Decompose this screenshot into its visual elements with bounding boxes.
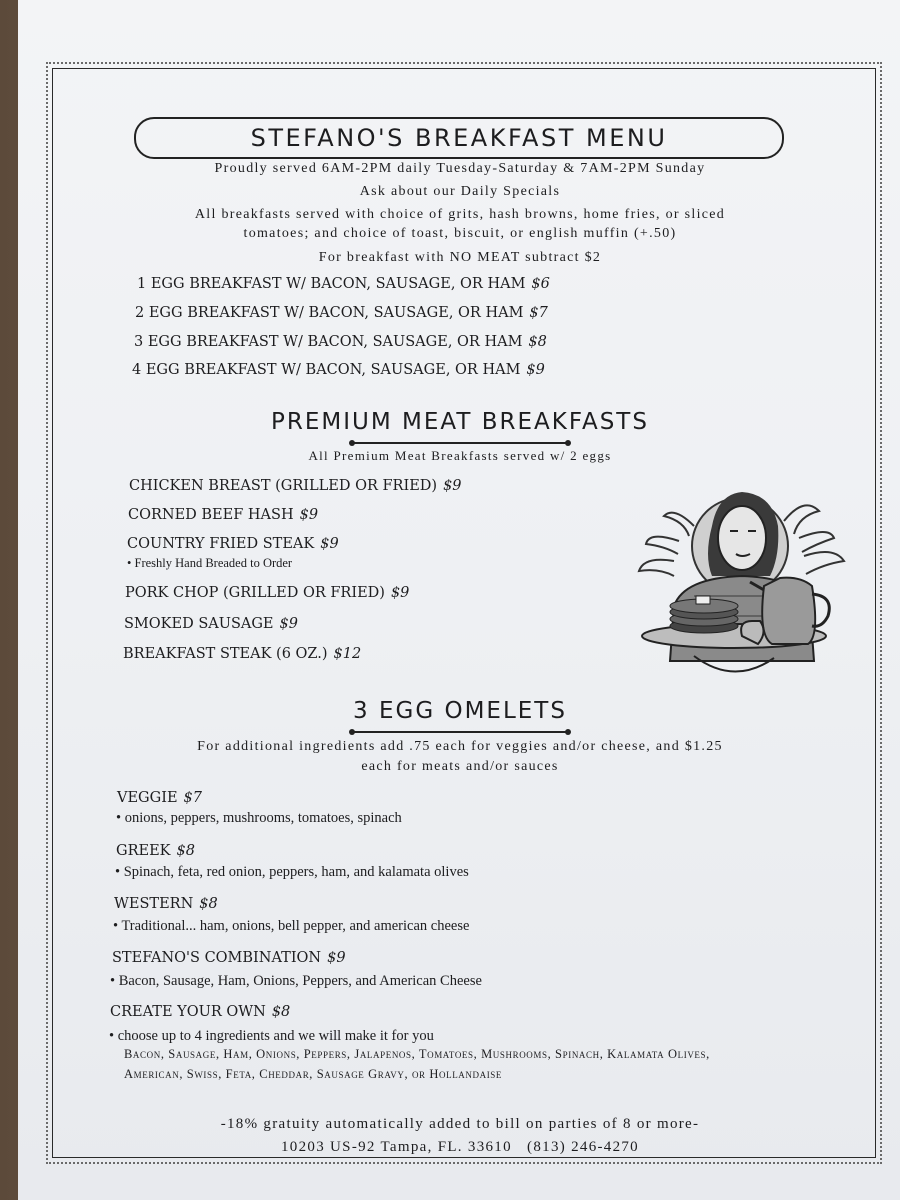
premium-divider [352, 442, 568, 444]
hours-line: Proudly served 6AM-2PM daily Tuesday-Saturday & 7AM-2PM Sunday [214, 161, 706, 176]
omelet-item [114, 896, 218, 912]
item-desc: • Spinach, feta, red onion, peppers, ham, and kalamata olives [115, 864, 469, 880]
gratuity-note: -18% gratuity automatically added to bill on parties of 8 or more- [220, 1116, 700, 1132]
item-name: COUNTRY FRIED STEAK [127, 536, 315, 552]
item-price: $12 [333, 646, 362, 662]
omelets-note-2: each for meats and/or sauces [361, 759, 559, 774]
omelet-item [112, 950, 346, 966]
item-desc: • onions, peppers, mushrooms, tomatoes, spinach [116, 810, 402, 826]
item-name: 2 EGG BREAKFAST W/ BACON, SAUSAGE, OR HAM [135, 305, 524, 321]
item-name: STEFANO'S COMBINATION [112, 950, 322, 966]
item-name: 4 EGG BREAKFAST W/ BACON, SAUSAGE, OR HAM [132, 362, 521, 378]
no-meat-line: For breakfast with NO MEAT subtract $2 [318, 250, 602, 265]
egg-breakfast-item [134, 334, 547, 350]
address-line: 10203 US-92 Tampa, FL. 33610 (813) 246-4270 [281, 1139, 639, 1155]
item-name: GREEK [116, 843, 171, 859]
item-price: $9 [390, 585, 410, 601]
item-name: 1 EGG BREAKFAST W/ BACON, SAUSAGE, OR HAM [137, 276, 526, 292]
omelet-item [110, 1004, 290, 1020]
item-name: CHICKEN BREAST (GRILLED OR FRIED) [129, 478, 438, 494]
item-note: • Freshly Hand Breaded to Order [127, 556, 293, 570]
omelet-item [117, 790, 202, 806]
sides-line-1: All breakfasts served with choice of grits, hash browns, home fries, or sliced [194, 207, 726, 222]
item-desc: • Bacon, Sausage, Ham, Onions, Peppers, and American Cheese [110, 973, 482, 989]
item-price: $8 [199, 896, 218, 912]
premium-subtitle: All Premium Meat Breakfasts served w/ 2 eggs [308, 448, 612, 463]
title-banner [134, 117, 784, 159]
egg-breakfast-item [137, 276, 550, 292]
menu-title: STEFANO'S BREAKFAST MENU [250, 124, 668, 152]
item-name: WESTERN [114, 896, 194, 912]
premium-item [129, 478, 462, 494]
item-name: 3 EGG BREAKFAST W/ BACON, SAUSAGE, OR HAM [134, 334, 523, 350]
item-price: $6 [531, 276, 550, 292]
item-price: $9 [320, 536, 339, 552]
item-price: $7 [529, 305, 548, 321]
ingredients-line-1: Bacon, Sausage, Ham, Onions, Peppers, Jalapenos, Tomatoes, Mushrooms, Spinach, Kalamata Olives, [124, 1047, 710, 1061]
item-name: BREAKFAST STEAK (6 OZ.) [123, 646, 328, 662]
premium-item [128, 507, 318, 523]
item-name: CREATE YOUR OWN [110, 1004, 266, 1020]
premium-heading: PREMIUM MEAT BREAKFASTS [271, 409, 649, 435]
item-desc: • choose up to 4 ingredients and we will make it for you [109, 1028, 434, 1044]
item-price: $8 [528, 334, 547, 350]
item-desc: • Traditional... ham, onions, bell pepper, and american cheese [113, 918, 470, 934]
item-price: $8 [176, 843, 195, 859]
premium-item [125, 585, 409, 601]
premium-item [123, 646, 361, 662]
egg-breakfast-item [135, 305, 548, 321]
omelets-heading: 3 EGG OMELETS [353, 698, 567, 724]
item-price: $9 [279, 616, 298, 632]
egg-breakfast-item [132, 362, 545, 378]
woman-serving-pancakes-icon [634, 486, 846, 686]
omelets-note-1: For additional ingredients add .75 each for veggies and/or cheese, and $1.25 [197, 739, 723, 754]
item-name: PORK CHOP (GRILLED OR FRIED) [125, 585, 385, 601]
item-price: $9 [327, 950, 346, 966]
item-price: $9 [526, 362, 545, 378]
omelet-item [116, 843, 195, 859]
item-price: $8 [271, 1004, 291, 1020]
item-name: VEGGIE [117, 790, 178, 806]
item-price: $9 [299, 507, 319, 523]
ingredients-line-2: American, Swiss, Feta, Cheddar, Sausage Gravy, or Hollandaise [124, 1067, 502, 1081]
item-name: CORNED BEEF HASH [128, 507, 294, 523]
specials-line: Ask about our Daily Specials [359, 184, 561, 199]
item-price: $7 [183, 790, 202, 806]
item-name: SMOKED SAUSAGE [124, 616, 274, 632]
omelets-divider [352, 731, 568, 733]
sides-line-2: tomatoes; and choice of toast, biscuit, or english muffin (+.50) [243, 226, 677, 241]
premium-item [124, 616, 298, 632]
premium-item [127, 536, 339, 552]
item-price: $9 [443, 478, 462, 494]
